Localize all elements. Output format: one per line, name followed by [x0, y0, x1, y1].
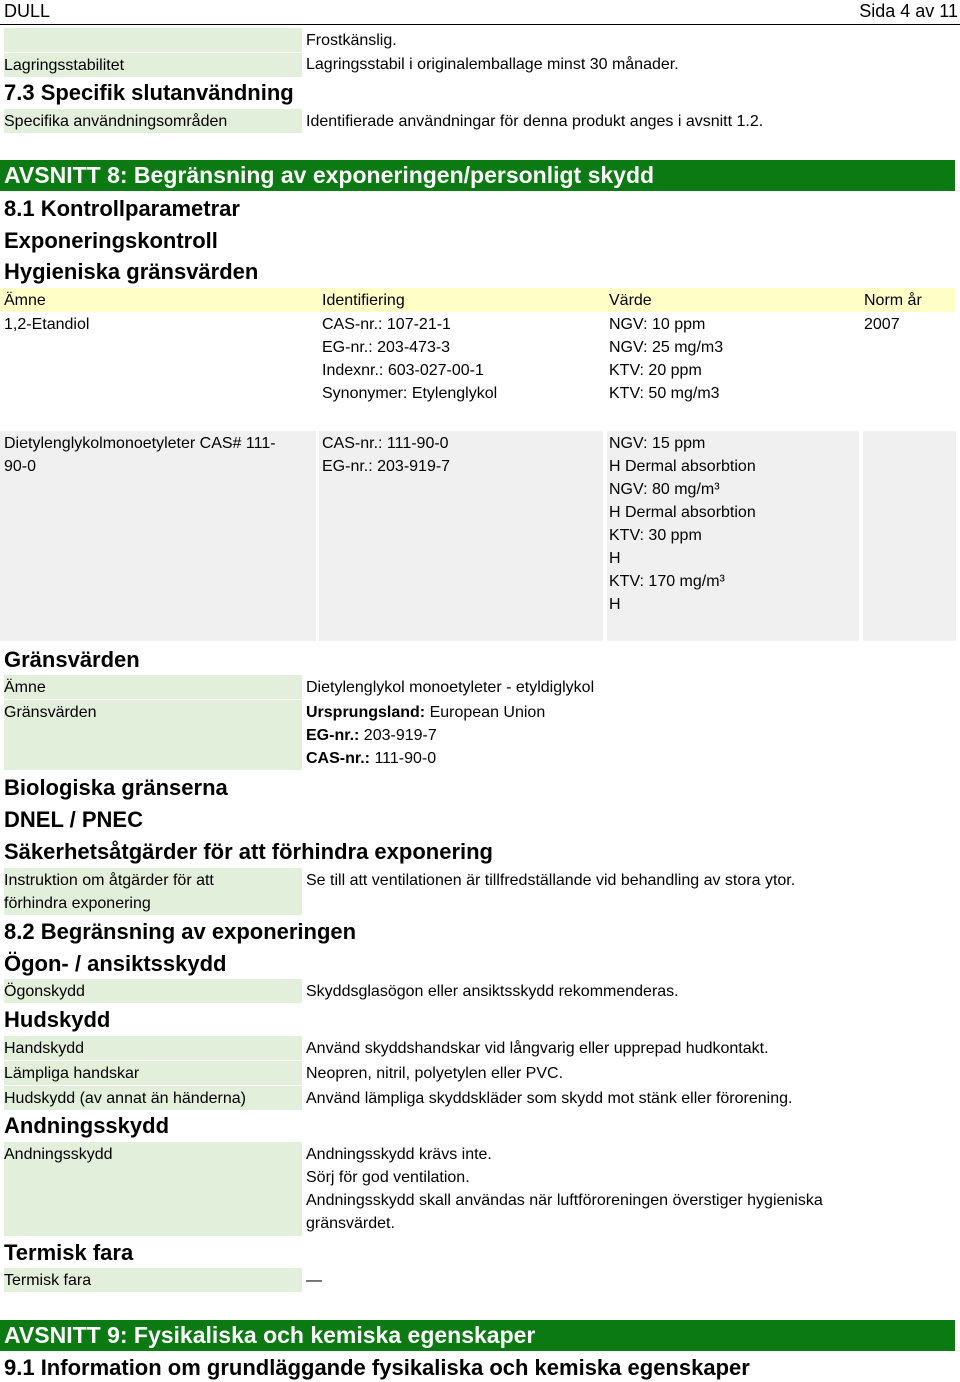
thermal-label-cell [4, 1268, 302, 1292]
row2-value-line: KTV: 30 ppm [609, 527, 702, 544]
table-row-2-ident [322, 432, 450, 478]
limits-origin [306, 701, 545, 724]
body-label-cell [4, 1086, 302, 1110]
heading-exposure-control: Exponeringskontroll [4, 228, 218, 253]
cas-key: CAS-nr.: [306, 750, 370, 767]
col-header-norm-year: Norm år [864, 292, 922, 309]
eg-value: 203-919-7 [359, 727, 437, 744]
storage-value: Lagringsstabil i originalemballage minst 30 månader. [306, 56, 679, 73]
limits-cas [306, 747, 436, 770]
limits-label-cell [4, 700, 302, 770]
row1-ident-line: CAS-nr.: 107-21-1 [322, 316, 451, 333]
eye-label-cell [4, 979, 302, 1003]
table-row-1-ident [322, 313, 497, 405]
row2-year-cell [863, 431, 956, 641]
resp-value [306, 1143, 823, 1235]
instruction-label-line: förhindra exponering [4, 895, 151, 912]
row1-ident-line: Synonymer: Etylenglykol [322, 385, 498, 402]
table-row-2-value [609, 432, 756, 616]
row2-value-line: H [609, 596, 621, 613]
row2-value-line: H [609, 550, 621, 567]
page-number: Sida 4 av 11 [859, 1, 958, 21]
limits-table-header [0, 288, 956, 312]
row2-ident-line: EG-nr.: 203-919-7 [322, 458, 451, 475]
table-row-1-value [609, 313, 723, 405]
heading-8-1: 8.1 Kontrollparametrar [4, 196, 240, 221]
heading-8-2: 8.2 Begränsning av exponeringen [4, 919, 357, 944]
resp-line: Andningsskydd krävs inte. [306, 1146, 492, 1163]
s73-value: Identifierade användningar för denna produkt anges i avsnitt 1.2. [306, 113, 764, 130]
storage-prefix-cell [4, 28, 302, 52]
eye-label: Ögonskydd [4, 983, 85, 1000]
col-header-substance: Ämne [4, 292, 46, 309]
instruction-label-line: Instruktion om åtgärder för att [4, 872, 214, 889]
row1-substance-line: 1,2-Etandiol [4, 316, 90, 333]
thermal-value: — [306, 1272, 322, 1289]
heading-eye-face: Ögon- / ansiktsskydd [4, 951, 227, 976]
limits-eg [306, 724, 437, 747]
row2-value-line: NGV: 80 mg/m³ [609, 481, 720, 498]
company-name: DULL [4, 1, 51, 21]
heading-safety-measures: Säkerhetsåtgärder för att förhindra exponering [4, 839, 493, 864]
amne-value: Dietylenglykol monoetyleter - etyldiglykol [306, 679, 595, 696]
origin-value: European Union [425, 704, 546, 721]
s73-label: Specifika användningsområden [4, 113, 228, 130]
gloves-value: Neopren, nitril, polyetylen eller PVC. [306, 1065, 564, 1082]
gloves-label: Lämpliga handskar [4, 1065, 140, 1082]
origin-key: Ursprungsland: [306, 704, 426, 721]
heading-dnel-pnec: DNEL / PNEC [4, 807, 143, 832]
section-9-bar: AVSNITT 9: Fysikaliska och kemiska egenskaper [0, 1320, 955, 1351]
heading-9-1: 9.1 Information om grundläggande fysikaliska och kemiska egenskaper [4, 1355, 750, 1380]
amne-label: Ämne [4, 679, 46, 696]
thermal-label: Termisk fara [4, 1272, 92, 1289]
heading-respiratory: Andningsskydd [4, 1113, 170, 1138]
row1-ident-line: Indexnr.: 603-027-00-1 [322, 362, 484, 379]
heading-limit-values: Gränsvärden [4, 647, 140, 672]
storage-label-cell [4, 53, 302, 77]
s73-label-cell [4, 109, 302, 133]
table-row-1-substance [4, 313, 89, 336]
page-header [0, 0, 960, 25]
row2-value-line: NGV: 15 ppm [609, 435, 706, 452]
row1-value-line: NGV: 10 ppm [609, 316, 706, 333]
row1-value-line: NGV: 25 mg/m3 [609, 339, 724, 356]
row1-ident-line: EG-nr.: 203-473-3 [322, 339, 451, 356]
row2-ident-line: CAS-nr.: 111-90-0 [322, 435, 449, 452]
row2-value-line: H Dermal absorbtion [609, 458, 756, 475]
cas-value: 111-90-0 [370, 750, 437, 767]
body-value: Använd lämpliga skyddskläder som skydd mot stänk eller förorening. [306, 1090, 793, 1107]
row1-value-line: KTV: 50 mg/m3 [609, 385, 720, 402]
eye-value: Skyddsglasögon eller ansiktsskydd rekommenderas. [306, 983, 679, 1000]
instruction-value: Se till att ventilationen är tillfredställande vid behandling av stora ytor. [306, 872, 796, 889]
row2-value-line: KTV: 170 mg/m³ [609, 573, 725, 590]
resp-label: Andningsskydd [4, 1146, 113, 1163]
resp-line: Sörj för god ventilation. [306, 1169, 470, 1186]
resp-line: gränsvärdet. [306, 1215, 395, 1232]
table-row-1-year: 2007 [864, 316, 900, 333]
col-header-identification: Identifiering [322, 292, 405, 309]
row2-substance-line: 90-0 [4, 458, 37, 475]
hand-value: Använd skyddshandskar vid långvarig eller upprepad hudkontakt. [306, 1040, 769, 1057]
row2-substance-line: Dietylenglykolmonoetyleter CAS# 111- [4, 435, 276, 452]
hand-label-cell [4, 1036, 302, 1060]
heading-thermal: Termisk fara [4, 1240, 134, 1265]
heading-hygiene-limits: Hygieniska gränsvärden [4, 259, 259, 284]
storage-prefix-note: Frostkänslig. [306, 32, 397, 49]
row2-value-line: H Dermal absorbtion [609, 504, 756, 521]
body-label: Hudskydd (av annat än händerna) [4, 1090, 246, 1107]
table-row-2-substance [4, 432, 276, 478]
gloves-label-cell [4, 1061, 302, 1085]
limits-label: Gränsvärden [4, 704, 97, 721]
col-header-value: Värde [609, 292, 652, 309]
storage-label: Lagringsstabilitet [4, 57, 125, 74]
amne-label-cell [4, 675, 302, 699]
resp-label-cell [4, 1142, 302, 1236]
heading-biological-limits: Biologiska gränserna [4, 775, 228, 800]
resp-line: Andningsskydd skall användas när luftföroreningen överstiger hygieniska [306, 1192, 823, 1209]
instruction-label-cell [4, 868, 302, 915]
row1-value-line: KTV: 20 ppm [609, 362, 702, 379]
hand-label: Handskydd [4, 1040, 85, 1057]
heading-7-3: 7.3 Specifik slutanvändning [4, 80, 294, 105]
section-8-bar: AVSNITT 8: Begränsning av exponeringen/personligt skydd [0, 160, 955, 191]
eg-key: EG-nr.: [306, 727, 360, 744]
heading-skin: Hudskydd [4, 1007, 111, 1032]
